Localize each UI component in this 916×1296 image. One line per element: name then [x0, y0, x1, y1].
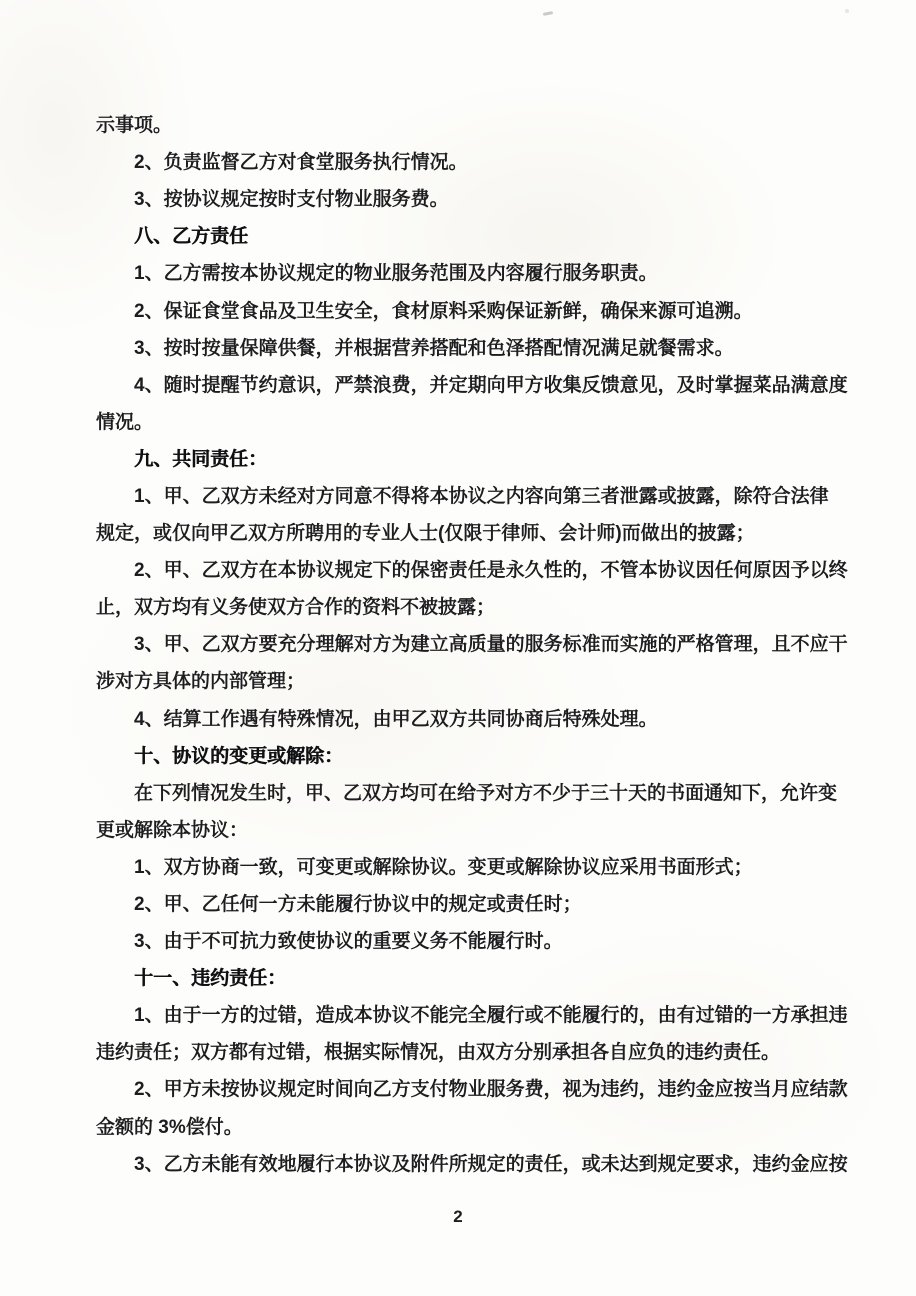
text-line: 2、甲、乙任何一方未能履行协议中的规定或责任时；: [134, 894, 582, 916]
text-line: 更或解除本协议：: [96, 819, 249, 841]
section-heading: 九、共同责任：: [134, 448, 268, 470]
text-line: 1、双方协商一致，可变更或解除协议。变更或解除协议应采用书面形式；: [134, 856, 753, 878]
text-line: 3、按时按量保障供餐，并根据营养搭配和色泽搭配情况满足就餐需求。: [134, 337, 734, 359]
text-line: 3、由于不可抗力致使协议的重要义务不能履行时。: [134, 931, 563, 953]
text-line: 在下列情况发生时，甲、乙双方均可在给予对方不少于三十天的书面通知下，允许变: [134, 782, 838, 804]
text-line: 情况。: [96, 411, 154, 433]
text-line: 1、甲、乙双方未经对方同意不得将本协议之内容向第三者泄露或披露，除符合法律: [134, 485, 829, 507]
text-line: 示事项。: [96, 115, 173, 137]
text-line: 3、乙方未能有效地履行本协议及附件所规定的责任，或未达到规定要求，违约金应按: [134, 1153, 848, 1175]
section-heading: 十一、违约责任：: [134, 968, 287, 990]
text-line: 4、随时提醒节约意识，严禁浪费，并定期向甲方收集反馈意见，及时掌握菜品满意度: [134, 374, 848, 396]
text-line: 金额的 3%偿付。: [96, 1116, 243, 1138]
scan-speck: [845, 9, 849, 13]
text-line: 4、结算工作遇有特殊情况，由甲乙双方共同协商后特殊处理。: [134, 708, 658, 730]
text-line: 涉对方具体的内部管理；: [96, 671, 306, 693]
scan-speck: [543, 11, 553, 16]
text-line: 2、保证食堂食品及卫生安全，食材原料采购保证新鲜，确保来源可追溯。: [134, 300, 753, 322]
text-line: 2、负责监督乙方对食堂服务执行情况。: [134, 152, 468, 174]
text-line: 1、乙方需按本协议规定的物业服务范围及内容履行服务职责。: [134, 263, 658, 285]
section-heading: 八、乙方责任: [134, 226, 249, 248]
text-line: 规定，或仅向甲乙双方所聘用的专业人士(仅限于律师、会计师)而做出的披露；: [96, 523, 755, 545]
text-line: 3、按协议规定按时支付物业服务费。: [134, 189, 449, 211]
section-heading: 十、协议的变更或解除：: [134, 745, 344, 767]
text-line: 1、由于一方的过错，造成本协议不能完全履行或不能履行的，由有过错的一方承担违: [134, 1005, 848, 1027]
document-body: [96, 105, 848, 1181]
text-line: 2、甲方未按协议规定时间向乙方支付物业服务费，视为违约，违约金应按当月应结款: [134, 1079, 848, 1101]
page-number: 2: [453, 1207, 463, 1226]
text-line: 3、甲、乙双方要充分理解对方为建立高质量的服务标准而实施的严格管理，且不应干: [134, 634, 848, 656]
text-line: 止，双方均有义务使双方合作的资料不被披露；: [96, 597, 496, 619]
text-line: 违约责任；双方都有过错，根据实际情况，由双方分别承担各自应负的违约责任。: [96, 1042, 781, 1064]
text-line: 2、甲、乙双方在本协议规定下的保密责任是永久性的，不管本协议因任何原因予以终: [134, 560, 848, 582]
